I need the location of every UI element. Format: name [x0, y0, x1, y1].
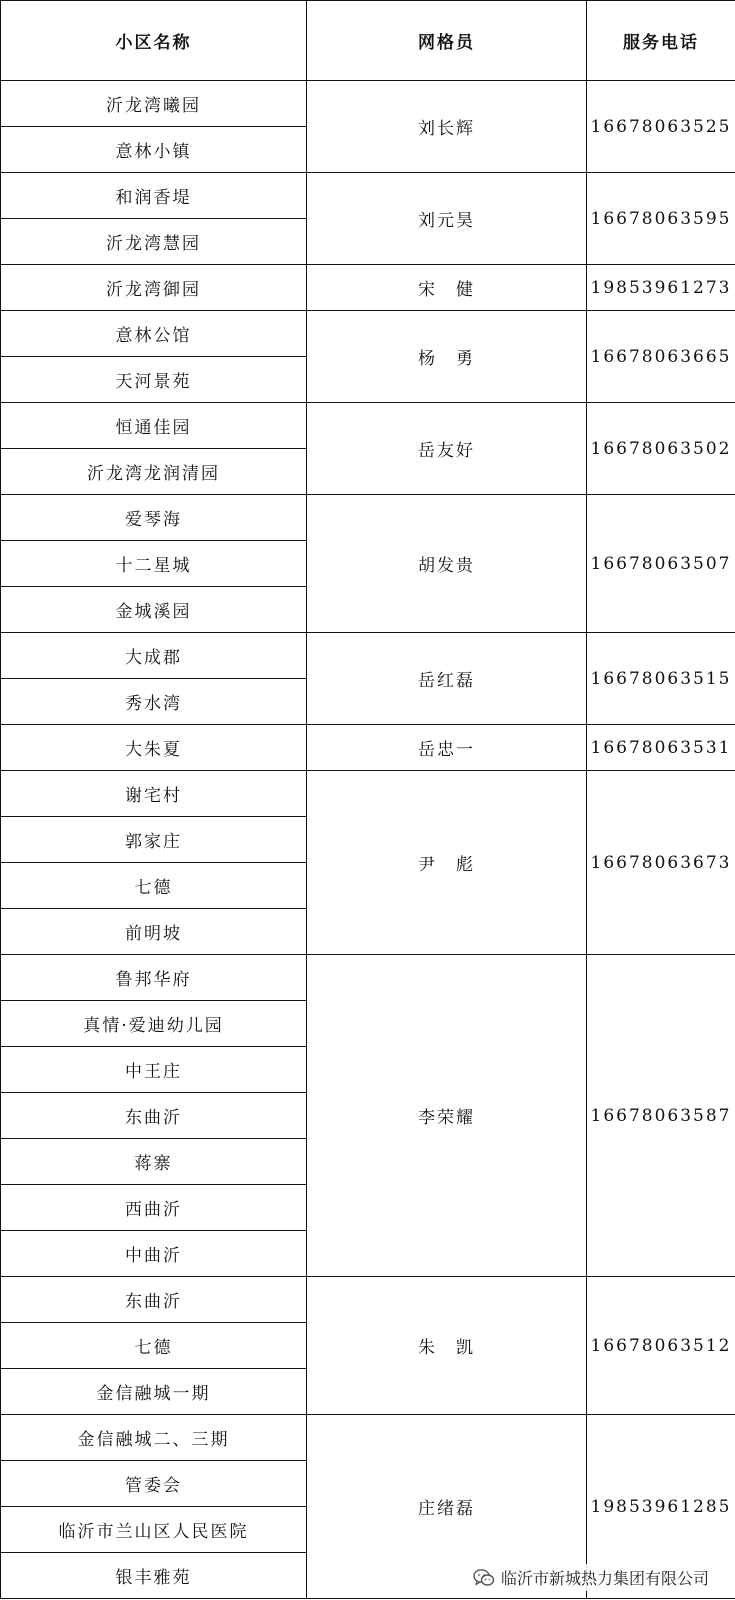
community-name-cell: 金城溪园 [1, 587, 307, 633]
table-row [1, 1415, 735, 1461]
table-row [1, 403, 735, 449]
grid-officer-cell: 李荣耀 [307, 955, 587, 1277]
table-row [1, 955, 735, 1001]
community-name-cell: 七德 [1, 863, 307, 909]
grid-officer-cell: 岳忠一 [307, 725, 587, 771]
grid-officer-cell: 庄绪磊 [307, 1415, 587, 1599]
service-phone-cell: 19853961285 [587, 1415, 735, 1599]
community-name-cell: 金信融城一期 [1, 1369, 307, 1415]
header-phone: 服务电话 [587, 1, 735, 81]
community-name-cell: 银丰雅苑 [1, 1553, 307, 1599]
community-name-cell: 中曲沂 [1, 1231, 307, 1277]
community-name-cell: 沂龙湾曦园 [1, 81, 307, 127]
header-community: 小区名称 [1, 1, 307, 81]
community-name-cell: 西曲沂 [1, 1185, 307, 1231]
service-phone-cell: 16678063673 [587, 771, 735, 955]
community-name-cell: 管委会 [1, 1461, 307, 1507]
service-phone-cell: 16678063512 [587, 1277, 735, 1415]
community-name-cell: 大成郡 [1, 633, 307, 679]
community-name-cell: 前明坡 [1, 909, 307, 955]
community-name-cell: 沂龙湾慧园 [1, 219, 307, 265]
table-row [1, 311, 735, 357]
header-grid-officer: 网格员 [307, 1, 587, 81]
community-name-cell: 谢宅村 [1, 771, 307, 817]
community-name-cell: 鲁邦华府 [1, 955, 307, 1001]
community-name-cell: 临沂市兰山区人民医院 [1, 1507, 307, 1553]
community-name-cell: 恒通佳园 [1, 403, 307, 449]
community-name-cell: 七德 [1, 1323, 307, 1369]
community-name-cell: 蒋寨 [1, 1139, 307, 1185]
grid-officer-cell: 朱 凯 [307, 1277, 587, 1415]
table-row [1, 173, 735, 219]
community-name-cell: 东曲沂 [1, 1093, 307, 1139]
community-name-cell: 东曲沂 [1, 1277, 307, 1323]
service-phone-cell: 19853961273 [587, 265, 735, 311]
service-phone-cell: 16678063502 [587, 403, 735, 495]
service-phone-cell: 16678063595 [587, 173, 735, 265]
service-phone-cell: 16678063515 [587, 633, 735, 725]
grid-officer-cell: 岳红磊 [307, 633, 587, 725]
table-row [1, 495, 735, 541]
watermark-text: 临沂市新城热力集团有限公司 [500, 1569, 709, 1588]
community-name-cell: 天河景苑 [1, 357, 307, 403]
table-row [1, 81, 735, 127]
community-name-cell: 和润香堤 [1, 173, 307, 219]
community-name-cell: 金信融城二、三期 [1, 1415, 307, 1461]
table-row [1, 725, 735, 771]
grid-officer-cell: 刘元昊 [307, 173, 587, 265]
table-row [1, 265, 735, 311]
wechat-icon [473, 1568, 495, 1588]
community-name-cell: 郭家庄 [1, 817, 307, 863]
table-body [1, 81, 735, 1599]
table-row [1, 771, 735, 817]
community-name-cell: 沂龙湾御园 [1, 265, 307, 311]
grid-officer-cell: 胡发贵 [307, 495, 587, 633]
service-phone-cell: 16678063665 [587, 311, 735, 403]
table-row [1, 633, 735, 679]
service-phone-cell: 16678063525 [587, 81, 735, 173]
grid-officer-cell: 岳友好 [307, 403, 587, 495]
community-name-cell: 意林小镇 [1, 127, 307, 173]
community-name-cell: 真情·爱迪幼儿园 [1, 1001, 307, 1047]
community-name-cell: 大朱夏 [1, 725, 307, 771]
community-name-cell: 秀水湾 [1, 679, 307, 725]
community-name-cell: 十二星城 [1, 541, 307, 587]
grid-officer-cell: 尹 彪 [307, 771, 587, 955]
community-name-cell: 意林公馆 [1, 311, 307, 357]
community-name-cell: 爱琴海 [1, 495, 307, 541]
table-header-row [1, 1, 735, 81]
table-row [1, 1277, 735, 1323]
service-phone-cell: 16678063531 [587, 725, 735, 771]
grid-officer-cell: 宋 健 [307, 265, 587, 311]
grid-officer-cell: 杨 勇 [307, 311, 587, 403]
service-phone-cell: 16678063507 [587, 495, 735, 633]
watermark [469, 1564, 713, 1591]
service-phone-cell: 16678063587 [587, 955, 735, 1277]
grid-officer-cell: 刘长辉 [307, 81, 587, 173]
community-name-cell: 中王庄 [1, 1047, 307, 1093]
community-name-cell: 沂龙湾龙润清园 [1, 449, 307, 495]
